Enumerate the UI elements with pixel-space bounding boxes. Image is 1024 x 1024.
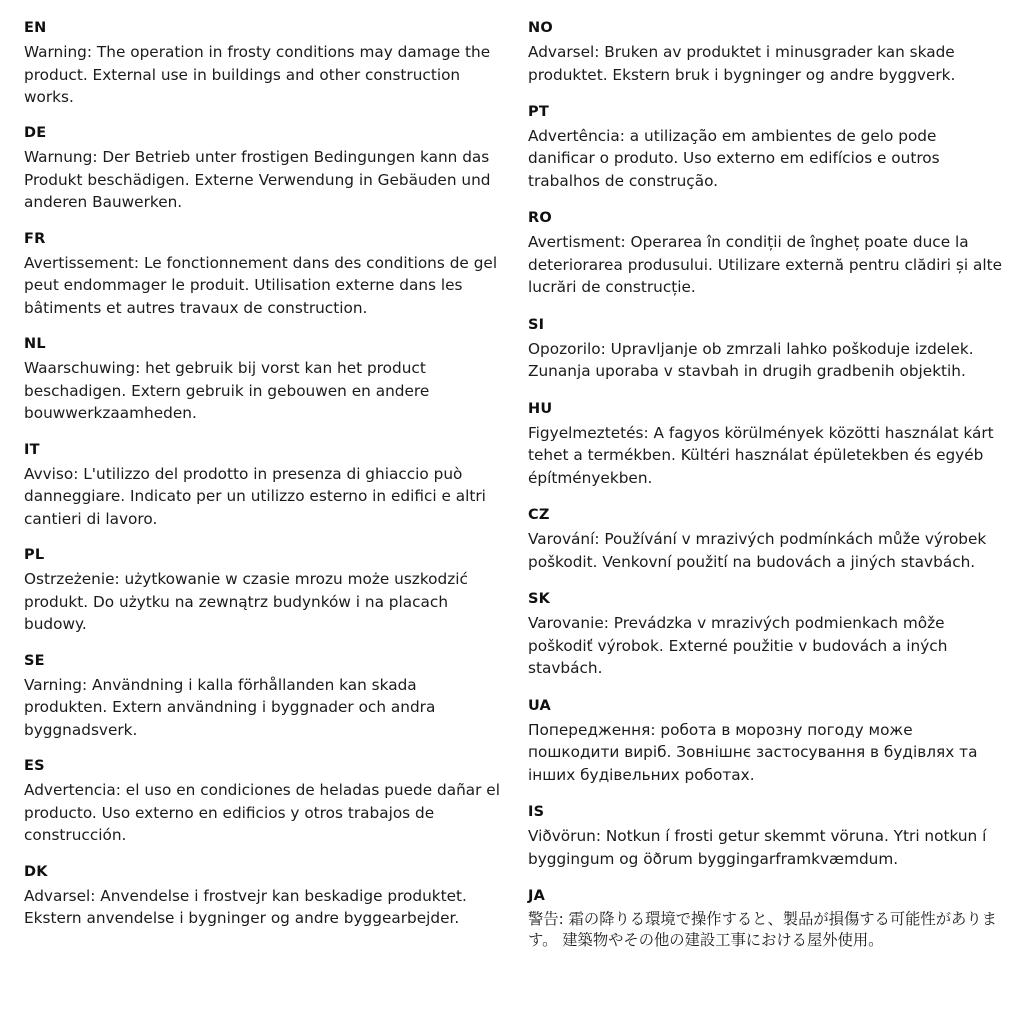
language-entry-it (24, 440, 504, 530)
language-entry-pl (24, 545, 504, 635)
language-code-fr: FR (24, 230, 46, 247)
language-entry-ja (528, 886, 1008, 951)
warning-text-hu: Figyelmeztetés: A fagyos körülmények közötti használat kárt tehet a termékben. Kültéri használat épületekben és egyéb építményekben. (528, 423, 994, 487)
left-column (24, 18, 504, 945)
warning-text-pl: Ostrzeżenie: użytkowanie w czasie mrozu może uszkodzić produkt. Do użytku na zewnątrz budynków i na placach budowy. (24, 570, 468, 634)
language-entry-en (24, 18, 504, 108)
language-entry-pt (528, 102, 1008, 192)
warning-text-ro: Avertisment: Operarea în condiții de îngheț poate duce la deteriorarea produsului. Utilizare externă pentru clădiri și alte lucrări de construcție. (528, 233, 1003, 297)
language-code-pl: PL (24, 547, 45, 564)
language-code-si: SI (528, 316, 545, 333)
language-code-hu: HU (528, 400, 553, 417)
language-code-is: IS (528, 804, 545, 821)
language-entry-se (24, 651, 504, 741)
warning-text-ja: 警告: 霜の降りる環境で操作すると、製品が損傷する可能性があります。 建築物やその他の建設工事における屋外使用。 (528, 910, 997, 950)
right-column (528, 18, 1008, 968)
language-entry-ro (528, 208, 1008, 298)
warning-text-de: Warnung: Der Betrieb unter frostigen Bedingungen kann das Produkt beschädigen. Externe Verwendung in Gebäuden und anderen Bauwerken. (24, 148, 491, 212)
language-code-se: SE (24, 652, 45, 669)
language-entry-nl (24, 334, 504, 424)
warning-text-it: Avviso: L'utilizzo del prodotto in presenza di ghiaccio può danneggiare. Indicato per un utilizzo esterno in edifici e altri cantieri di lavoro. (24, 464, 486, 528)
language-entry-es (24, 756, 504, 846)
warning-text-es: Advertencia: el uso en condiciones de heladas puede dañar el producto. Uso externo en edificios y otros trabajos de construcción. (24, 781, 500, 845)
notice-columns (24, 18, 1003, 1014)
language-code-cz: CZ (528, 507, 550, 524)
language-entry-hu (528, 399, 1008, 489)
warning-text-no: Advarsel: Bruken av produktet i minusgrader kan skade produktet. Ekstern bruk i bygninger og andre byggverk. (528, 43, 956, 84)
language-code-en: EN (24, 20, 47, 36)
warning-text-pt: Advertência: a utilização em ambientes de gelo pode danificar o produto. Uso externo em edifícios e outros trabalhos de construção. (528, 127, 940, 190)
language-code-de: DE (24, 125, 47, 142)
language-code-no: NO (528, 20, 553, 36)
warning-text-sk: Varovanie: Prevádzka v mrazivých podmienkach môže poškodiť výrobok. Externé použitie v budovách a iných stavbách. (528, 614, 948, 678)
language-code-nl: NL (24, 336, 46, 353)
language-entry-no (528, 18, 1008, 86)
language-code-sk: SK (528, 591, 551, 608)
warning-text-is: Viðvörun: Notkun í frosti getur skemmt vöruna. Ytri notkun í byggingum og öðrum byggingarframkvæmdum. (528, 827, 987, 868)
warning-text-si: Opozorilo: Upravljanje ob zmrzali lahko poškoduje izdelek. Zunanja uporaba v stavbah in drugih gradbenih objektih. (528, 339, 974, 381)
language-code-es: ES (24, 758, 45, 775)
language-entry-si (528, 315, 1008, 383)
language-code-ua: UA (528, 697, 551, 714)
warning-text-dk: Advarsel: Anvendelse i frostvejr kan beskadige produktet. Ekstern anvendelse i bygninger og andre byggearbejder. (24, 886, 467, 928)
warning-text-en: Warning: The operation in frosty conditions may damage the product. External use in buildings and other construction works. (24, 43, 491, 106)
warning-text-nl: Waarschuwing: het gebruik bij vorst kan het product beschadigen. Extern gebruik in gebouwen en andere bouwwerkzaamheden. (24, 359, 430, 423)
language-entry-is (528, 802, 1008, 870)
language-code-it: IT (24, 441, 40, 458)
language-code-dk: DK (24, 863, 48, 880)
warning-text-fr: Avertissement: Le fonctionnement dans des conditions de gel peut endommager le produit. Utilisation externe dans les bâtiments et autres travaux de construction. (24, 253, 498, 317)
warning-text-ua: Попередження: робота в морозну погоду може пошкодити виріб. Зовнішнє застосування в будівлях та інших будівельних роботах. (528, 720, 978, 784)
language-entry-dk (24, 862, 504, 930)
language-entry-sk (528, 589, 1008, 679)
language-entry-fr (24, 229, 504, 319)
language-code-pt: PT (528, 103, 549, 120)
language-entry-cz (528, 505, 1008, 573)
language-entry-de (24, 123, 504, 213)
warning-text-se: Varning: Användning i kalla förhållanden kan skada produkten. Extern användning i byggnader och andra byggnadsverk. (24, 675, 436, 739)
language-code-ro: RO (528, 210, 552, 227)
language-entry-ua (528, 696, 1008, 786)
warning-text-cz: Varování: Používání v mrazivých podmínkách může výrobek poškodit. Venkovní použití na budovách a jiných stavbách. (528, 530, 987, 571)
language-code-ja: JA (528, 888, 546, 905)
